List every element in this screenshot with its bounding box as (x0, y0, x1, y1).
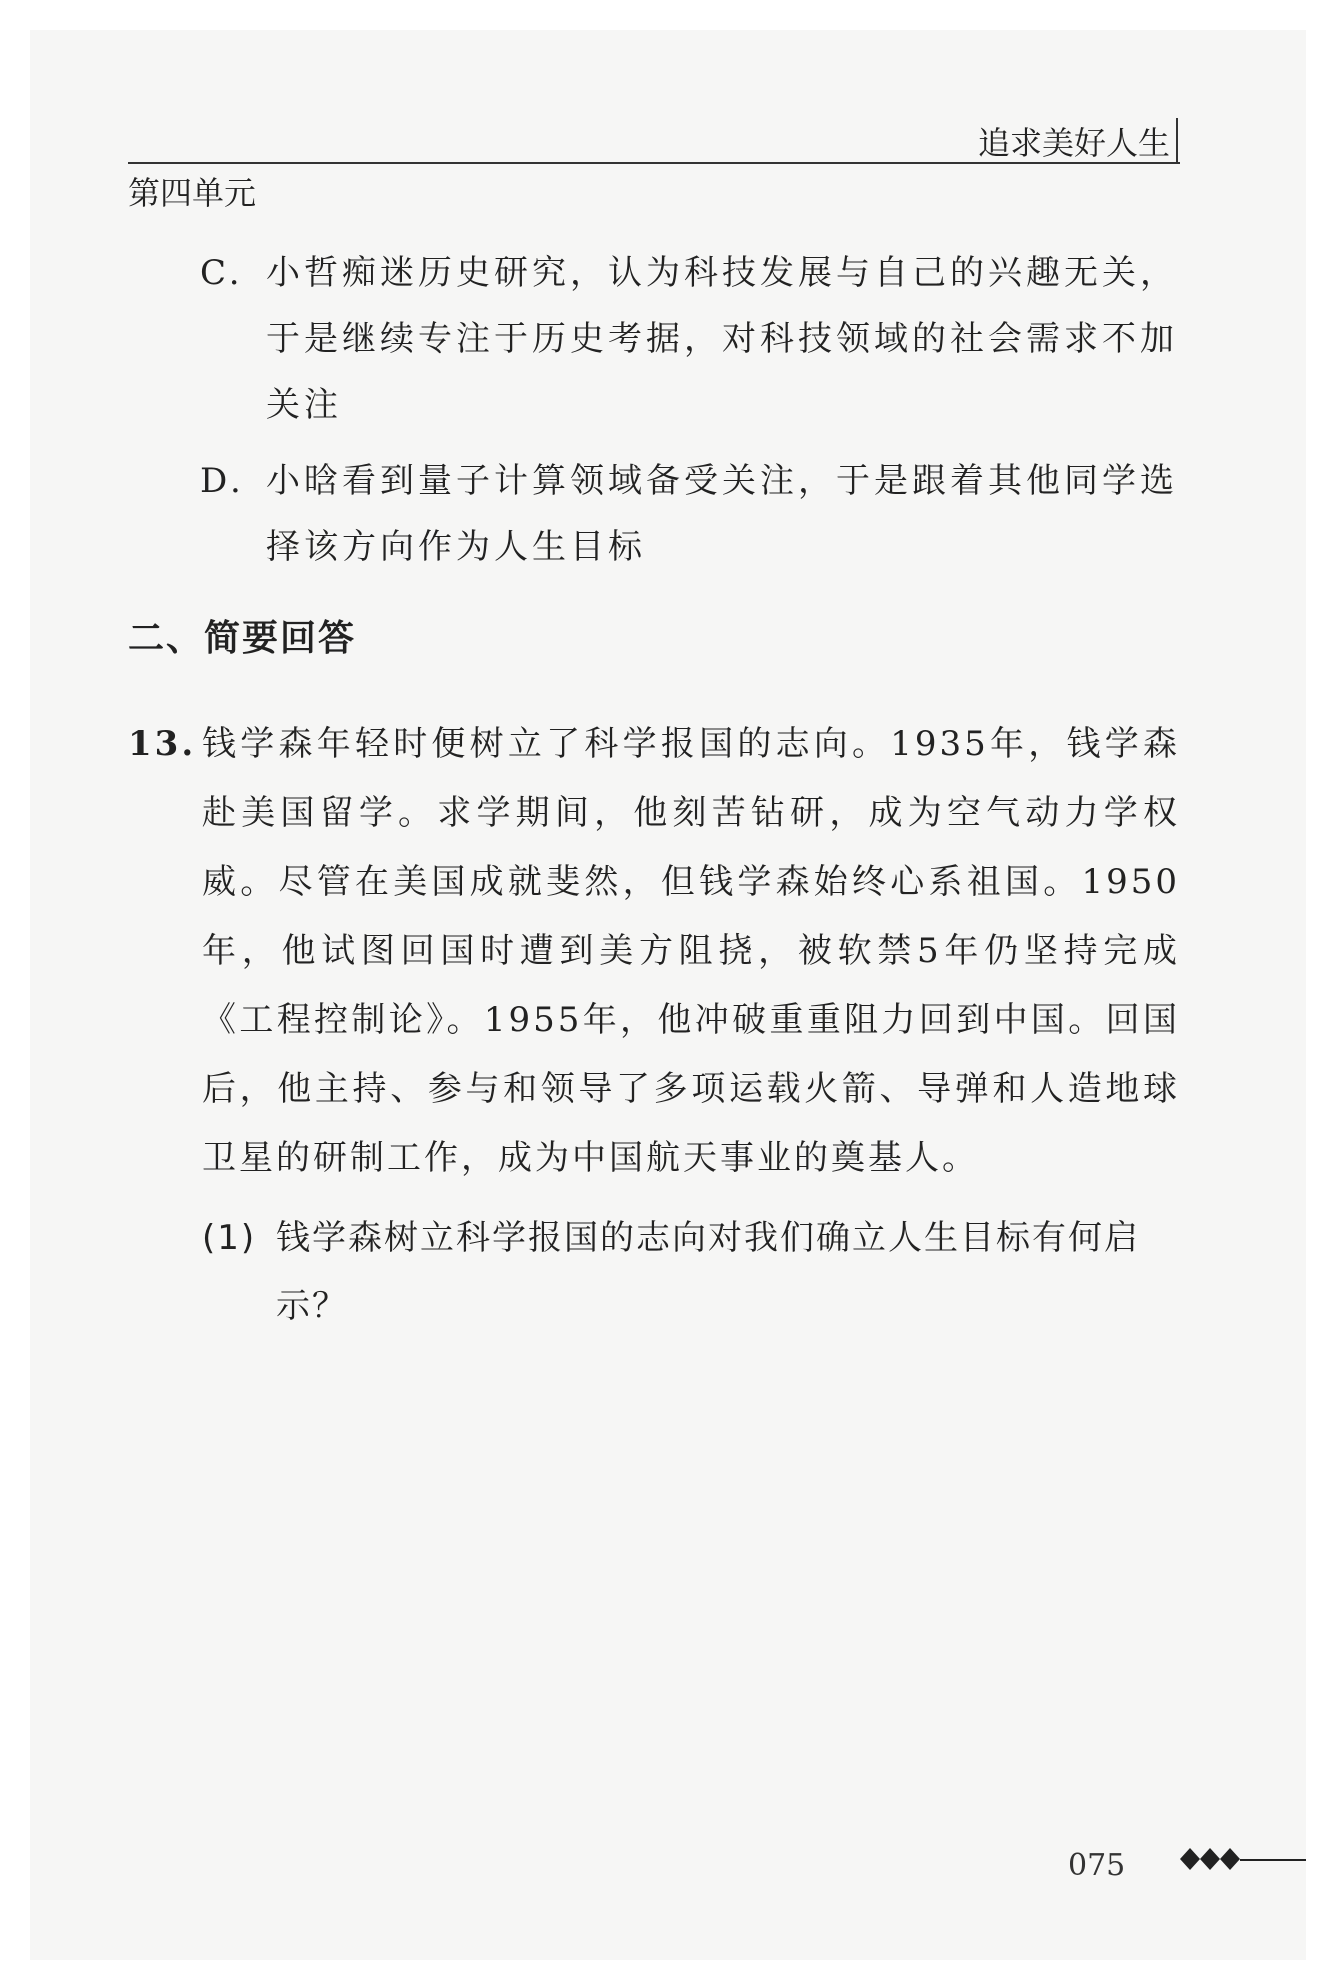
header-rule (128, 162, 1180, 164)
subquestion-text: 钱学森树立科学报国的志向对我们确立人生目标有何启示？ (276, 1218, 1140, 1326)
option-d (200, 448, 1180, 580)
unit-label: 第四单元 (128, 174, 257, 212)
section-title: 二、简要回答 (128, 618, 357, 659)
option-text: 小晗看到量子计算领域备受关注，于是跟着其他同学选择该方向作为人生目标 (266, 461, 1178, 567)
running-head-title: 追求美好人生 (977, 124, 1170, 162)
subquestion-1 (202, 1204, 1180, 1340)
question-13 (128, 710, 1180, 1193)
option-c (200, 240, 1180, 438)
running-head-bar (1176, 118, 1178, 162)
question-number: 13. (128, 724, 197, 764)
option-letter: D. (200, 461, 245, 501)
subquestion-number: (1) (202, 1218, 257, 1258)
option-letter: C. (200, 253, 244, 293)
page-number: 075 (1068, 1848, 1126, 1883)
option-text: 小哲痴迷历史研究，认为科技发展与自己的兴趣无关，于是继续专注于历史考据，对科技领域的社会需求不加关注 (266, 253, 1178, 425)
diamond-ornament-icon (1170, 1842, 1310, 1876)
question-text: 钱学森年轻时便树立了科学报国的志向。1935年，钱学森赴美国留学。求学期间，他刻苦钻研，成为空气动力学权威。尽管在美国成就斐然，但钱学森始终心系祖国。1950年，他试图回国时遭到美方阻挠，被软禁5年仍坚持完成《工程控制论》。1955年，他冲破重重阻力回到中国。回国后，他主持、参与和领导了多项运载火箭、导弹和人造地球卫星的研制工作，成为中国航天事业的奠基人。 (202, 724, 1180, 1178)
